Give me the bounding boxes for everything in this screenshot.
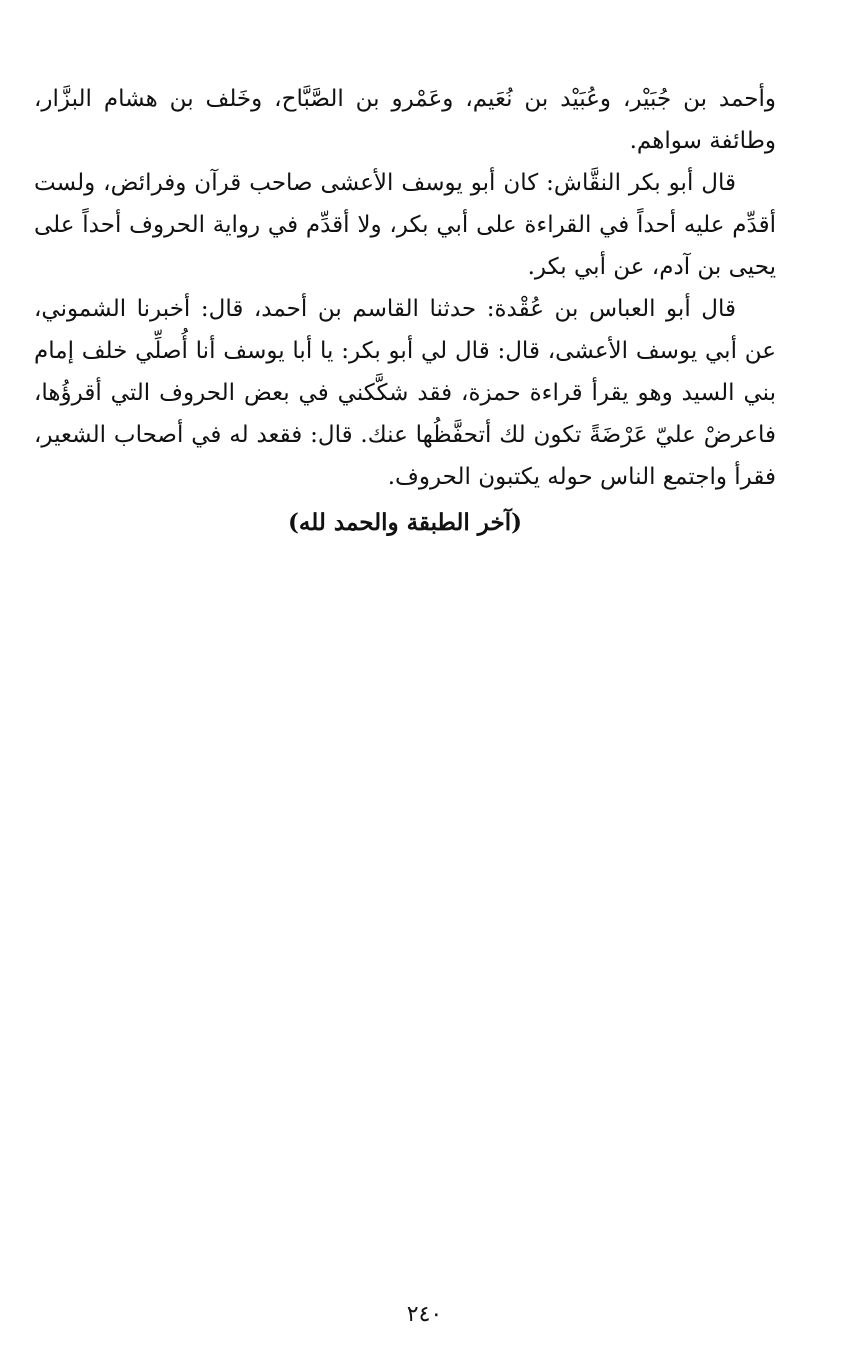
paragraph-ibn-uqda: قال أبو العباس بن عُقْدة: حدثنا القاسم بن أحمد، قال: أخبرنا الشموني، عن أبي يوسف الأعشى، قال: قال لي أبو بكر: يا أبا يوسف أنا أُصلِّي خلف إمام بني السيد وهو يقرأ قراءة حمزة، فقد شكَّكني في بعض الحروف التي أقرؤُها، فاعرضْ عليّ عَرْضَةً تكون لك أتحفَّظُها عنك. قال: فقعد له في أصحاب الشعير، فقرأ واجتمع الناس حوله يكتبون الحروف. (34, 296, 776, 490)
page-number: ٢٤٠ (406, 1302, 443, 1327)
body-text (34, 78, 776, 498)
closing-heading: (آخر الطبقة والحمد لله) (288, 509, 522, 536)
paragraph-naqqash: قال أبو بكر النقَّاش: كان أبو يوسف الأعشى صاحب قرآن وفرائض، ولست أقدِّم عليه أحداً في القراءة على أبي بكر، ولا أقدِّم في رواية الحروف أحداً على يحيى بن آدم، عن أبي بكر. (34, 170, 776, 280)
paragraph-continuation: وأحمد بن جُبَيْر، وعُبَيْد بن نُعَيم، وعَمْرو بن الصَّبَّاح، وخَلف بن هشام البزَّار، وطائفة سواهم. (34, 86, 776, 154)
